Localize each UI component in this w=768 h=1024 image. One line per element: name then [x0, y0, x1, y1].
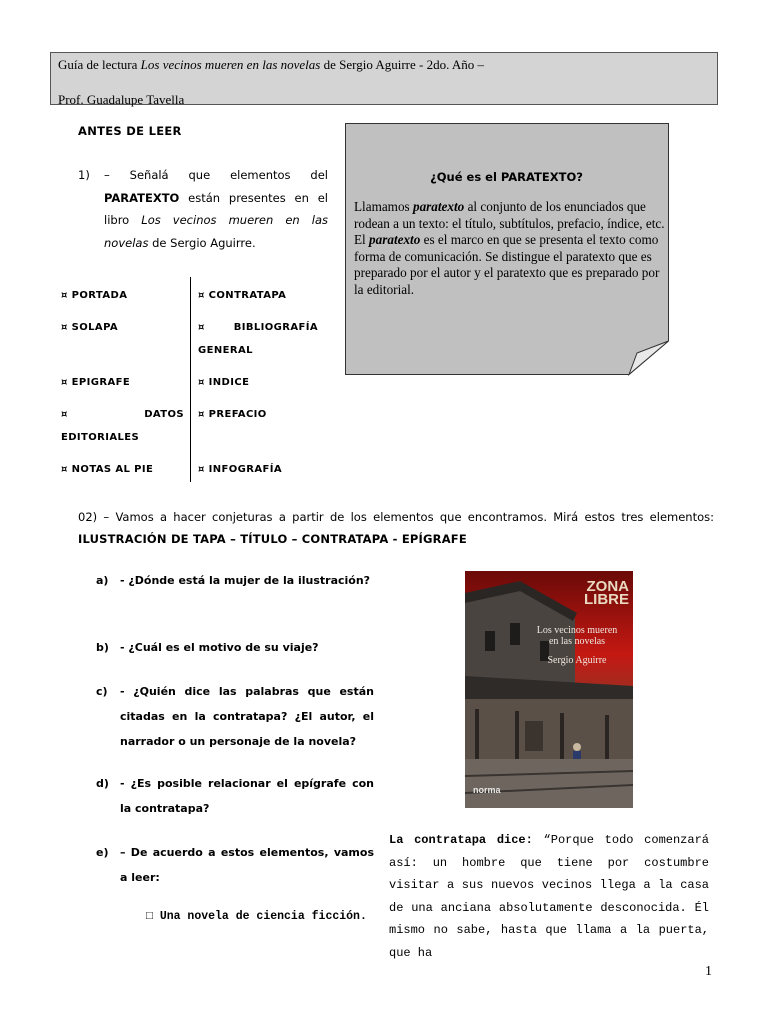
cover-author: Sergio Aguirre: [547, 655, 607, 666]
contratapa-quote: La contratapa dice: “Porque todo comenzará así: un hombre que tiene por costumbre visitar a sus nuevos vecinos llega a la casa de una anciana absolutamente desconocida. Él mismo no sabe, hasta que llama a la puerta, que ha: [389, 833, 709, 960]
question-2: 02) – Vamos a hacer conjeturas a partir de los elementos que encontramos. Mirá estos tres elementos: ILUSTRACIÓN DE TAPA – TÍTULO – CONTRATAPA - EPÍGRAFE: [78, 510, 714, 546]
paratexto-definition: Llamamos paratexto al conjunto de los enunciados que rodean a un texto: el título, subtítulos, prefacio, índice, etc. El paratexto es el marco en que se presenta el texto como forma de comunicación. Se distingue el paratexto que es preparado por el autor y el paratexto que es preparado por la editorial.: [354, 199, 665, 297]
cover-collection-line1: ZONA: [586, 578, 629, 595]
answer-option-ciencia-ficcion: □ Una novela de ciencia ficción.: [146, 910, 367, 923]
question-2-elements: ILUSTRACIÓN DE TAPA – TÍTULO – CONTRATAPA - EPÍGRAFE: [78, 532, 467, 546]
cover-title-line2: en las novelas: [548, 636, 606, 647]
options-divider: [190, 277, 191, 482]
option-solapa: ¤ SOLAPA: [61, 322, 119, 333]
option-notas-al-pie: ¤ NOTAS AL PIE: [61, 464, 154, 475]
option-editoriales: EDITORIALES: [61, 432, 140, 443]
option-contratapa: ¤ CONTRATAPA: [198, 290, 287, 301]
subquestion-a: a) - ¿Dónde está la mujer de la ilustración?: [96, 574, 371, 587]
subquestion-c: c) - ¿Quién dice las palabras que están citadas en la contratapa? ¿El autor, el narrador o un personaje de la novela?: [96, 685, 374, 748]
cover-title-line1: Los vecinos mueren: [536, 625, 618, 636]
cover-publisher: norma: [473, 785, 501, 795]
question-1: [78, 164, 328, 254]
paratexto-definition-box: [345, 123, 668, 375]
question-1-text: – Señalá que elementos del PARATEXTO están presentes en el libro Los vecinos mueren en las novelas de Sergio Aguirre.: [104, 168, 328, 250]
header-box: [50, 52, 718, 105]
option-datos: ¤ DATOS: [61, 409, 184, 420]
subquestion-e: e) – De acuerdo a estos elementos, vamos a leer:: [96, 846, 374, 884]
subquestion-b: b) - ¿Cuál es el motivo de su viaje?: [96, 641, 319, 654]
header-line-2: Prof. Guadalupe Tavella: [58, 92, 185, 107]
checkbox-icon: □: [146, 910, 153, 923]
option-indice: ¤ INDICE: [198, 377, 250, 388]
option-general: GENERAL: [198, 345, 253, 356]
question-1-number: 1): [78, 168, 90, 182]
option-bibliografia: ¤ BIBLIOGRAFÍA: [198, 322, 318, 333]
paratexto-title: ¿Qué es el PARATEXTO?: [430, 170, 583, 184]
book-cover-illustration: [465, 571, 633, 808]
cover-collection-line2: LIBRE: [584, 591, 629, 608]
option-infografia: ¤ INFOGRAFÍA: [198, 464, 283, 475]
book-cover-image: [465, 571, 633, 808]
option-epigrafe: ¤ EPIGRAFE: [61, 377, 131, 388]
page-number: 1: [705, 964, 712, 979]
header-line-1: Guía de lectura Los vecinos mueren en las novelas de Sergio Aguirre - 2do. Año –: [58, 57, 485, 72]
section-heading-antes-de-leer: ANTES DE LEER: [78, 124, 182, 138]
option-prefacio: ¤ PREFACIO: [198, 409, 267, 420]
option-portada: ¤ PORTADA: [61, 290, 128, 301]
subquestion-d: d) - ¿Es posible relacionar el epígrafe con la contratapa?: [96, 777, 374, 815]
book-title-italic: Los vecinos mueren en las novelas: [140, 57, 321, 72]
contratapa-label: La contratapa dice:: [389, 833, 533, 847]
